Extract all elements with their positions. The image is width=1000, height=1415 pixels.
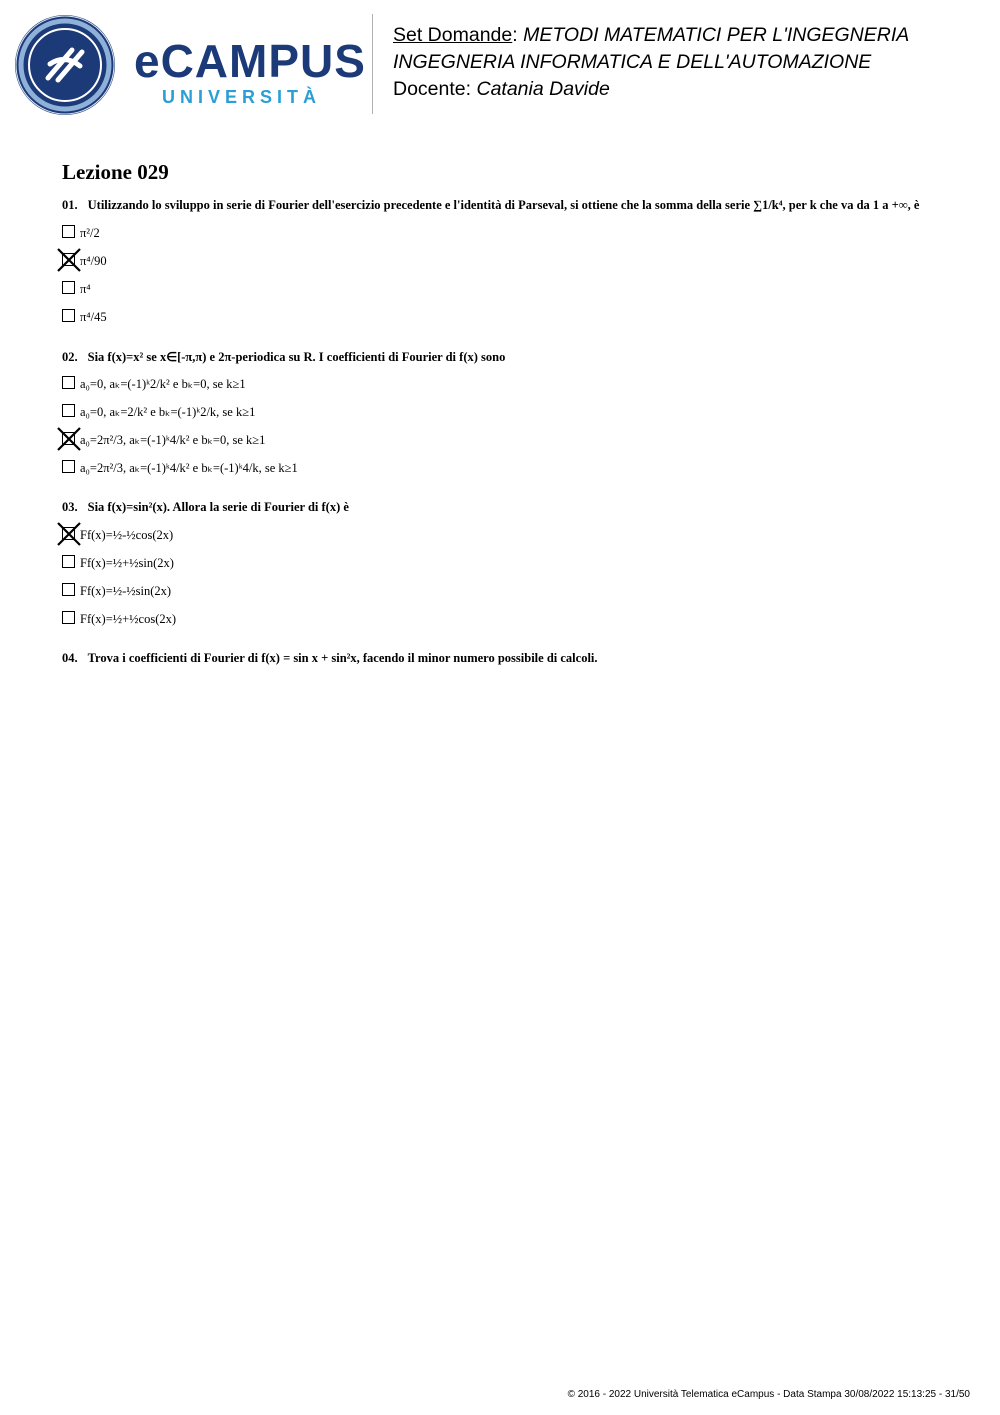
option-text: Ff(x)=½-½cos(2x)	[80, 528, 174, 542]
page-header	[0, 0, 1000, 120]
checkbox[interactable]	[62, 404, 75, 417]
check-mark-icon	[56, 247, 82, 273]
checkbox[interactable]	[62, 460, 75, 473]
question-04	[62, 651, 962, 666]
checkbox[interactable]	[62, 225, 75, 238]
question-01	[62, 198, 962, 213]
option-text: a₀=0, aₖ=2/k² e bₖ=(-1)ᵏ2/k, se k≥1	[80, 405, 256, 419]
course-line: Set Domande: METODI MATEMATICI PER L'INGEGNERIA	[393, 24, 910, 46]
check-mark-icon	[56, 521, 82, 547]
degree-line	[393, 49, 909, 76]
question-02	[62, 349, 962, 365]
option-text: π²/2	[80, 226, 100, 240]
course-info	[393, 22, 909, 103]
option-text: a₀=0, aₖ=(-1)ᵏ2/k² e bₖ=0, se k≥1	[80, 377, 246, 391]
option-text: Ff(x)=½+½cos(2x)	[80, 612, 177, 626]
checkbox[interactable]	[62, 583, 75, 596]
option-text: a₀=2π²/3, aₖ=(-1)ᵏ4/k² e bₖ=(-1)ᵏ4/k, se k≥1	[80, 461, 298, 475]
checkbox[interactable]	[62, 432, 75, 445]
lesson-title: Lezione 029	[62, 160, 169, 184]
set-label: Set Domande	[393, 24, 513, 46]
checkbox[interactable]	[62, 281, 75, 294]
question-text: Sia f(x)=x² se x∈[-π,π) e 2π-periodica su R. I coefficienti di Fourier di f(x) sono	[87, 350, 506, 364]
checkbox[interactable]	[62, 376, 75, 389]
page-footer: © 2016 - 2022 Università Telematica eCampus - Data Stampa 30/08/2022 15:13:25 - 31/50	[567, 1389, 970, 1400]
checkbox[interactable]	[62, 253, 75, 266]
teacher-label: Docente	[393, 78, 466, 100]
university-seal-logo	[14, 14, 116, 116]
option-text: Ff(x)=½+½sin(2x)	[80, 556, 174, 570]
brand-wordmark: eCAMPUS	[134, 35, 366, 87]
degree-title: INGEGNERIA INFORMATICA E DELL'AUTOMAZIONE	[393, 51, 872, 73]
brand-subtitle: UNIVERSITÀ	[162, 87, 322, 107]
question-03	[62, 500, 962, 515]
check-mark-icon	[56, 426, 82, 452]
question-text: Sia f(x)=sin²(x). Allora la serie di Fourier di f(x) è	[87, 500, 349, 514]
checkbox[interactable]	[62, 527, 75, 540]
header-divider	[372, 14, 373, 114]
option-text: a₀=2π²/3, aₖ=(-1)ᵏ4/k² e bₖ=0, se k≥1	[80, 433, 266, 447]
teacher-line: Docente: Catania Davide	[393, 78, 610, 100]
question-text: Utilizzando lo sviluppo in serie di Fourier dell'esercizio precedente e l'identità di Parseval, si ottiene che la somma della serie ∑1/k⁴, per k che va da 1 a +∞, è	[87, 198, 920, 212]
option-text: π⁴	[80, 282, 91, 296]
question-text: Trova i coefficienti di Fourier di f(x) = sin x + sin²x, facendo il minor numero possibile di calcoli.	[87, 651, 598, 665]
course-title: METODI MATEMATICI PER L'INGEGNERIA	[523, 24, 910, 46]
question-number: 04.	[62, 651, 78, 665]
question-number: 01.	[62, 198, 78, 212]
option-text: Ff(x)=½-½sin(2x)	[80, 584, 172, 598]
question-number: 02.	[62, 350, 78, 364]
checkbox[interactable]	[62, 555, 75, 568]
option-text: π⁴/45	[80, 310, 107, 324]
option-text: π⁴/90	[80, 254, 107, 268]
teacher-name: Catania Davide	[476, 78, 610, 100]
checkbox[interactable]	[62, 309, 75, 322]
question-number: 03.	[62, 500, 78, 514]
checkbox[interactable]	[62, 611, 75, 624]
